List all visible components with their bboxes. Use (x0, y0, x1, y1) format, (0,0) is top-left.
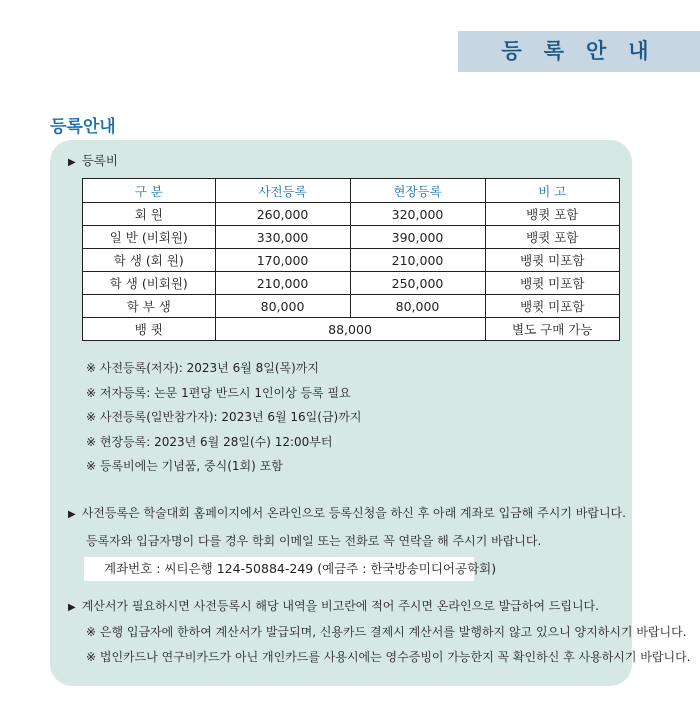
invoice-instructions (68, 594, 690, 670)
triangle-bullet-icon: ▶ (68, 602, 76, 613)
fee-heading-label: 등록비 (81, 153, 118, 168)
pre-fee-cell: 260,000 (215, 203, 350, 226)
note-line: ※ 은행 입금자에 한하여 계산서가 발급되며, 신용카드 결제시 계산서를 발행하지 않고 있으니 양지하시기 바랍니다. (86, 625, 687, 639)
onsite-fee-cell: 320,000 (350, 203, 485, 226)
category-cell: 뱅 큇 (83, 318, 216, 341)
instruction-line: 등록자와 입금자명이 다를 경우 학회 이메일 또는 전화로 꼭 연락을 해 주시기 바랍니다. (86, 534, 542, 548)
onsite-fee-cell: 80,000 (350, 295, 485, 318)
instruction-line: 계산서가 필요하시면 사전등록시 해당 내역을 비고란에 적어 주시면 온라인으로 발급하여 드립니다. (81, 599, 599, 613)
onsite-fee-cell: 250,000 (350, 272, 485, 295)
table-row (83, 203, 620, 226)
triangle-bullet-icon: ▶ (68, 509, 76, 520)
category-cell: 학 생 (회 원) (83, 249, 216, 272)
table-row (83, 249, 620, 272)
fee-heading (68, 151, 118, 169)
header-title: 등록안내 (501, 39, 671, 63)
onsite-fee-cell: 210,000 (350, 249, 485, 272)
note-line: ※ 사전등록(저자): 2023년 6월 8일(목)까지 (86, 361, 319, 375)
note-cell: 뱅큇 미포함 (485, 295, 620, 318)
table-row (83, 295, 620, 318)
note-line: ※ 저자등록: 논문 1편당 반드시 1인이상 등록 필요 (86, 385, 351, 400)
pre-fee-cell: 210,000 (215, 272, 350, 295)
column-header: 사전등록 (215, 179, 350, 203)
instruction-line: 사전등록은 학술대회 홈페이지에서 온라인으로 등록신청을 하신 후 아래 계좌로 입금해 주시기 바랍니다. (81, 506, 626, 520)
note-line: ※ 법인카드나 연구비카드가 아닌 개인카드를 사용시에는 영수증빙이 가능한지 꼭 확인하신 후 사용하시기 바랍니다. (86, 650, 691, 664)
note-cell: 뱅큇 미포함 (485, 249, 620, 272)
note-cell: 별도 구매 가능 (485, 318, 620, 341)
section-title: 등록안내 (50, 117, 116, 137)
pre-fee-cell: 170,000 (215, 249, 350, 272)
table-row (83, 226, 620, 249)
onsite-fee-cell: 390,000 (350, 226, 485, 249)
note-line: ※ 등록비에는 기념품, 중식(1회) 포함 (86, 459, 283, 473)
category-cell: 회 원 (83, 203, 216, 226)
note-line: ※ 현장등록: 2023년 6월 28일(수) 12:00부터 (86, 434, 333, 449)
fee-notes (86, 356, 361, 479)
note-cell: 뱅큇 미포함 (485, 272, 620, 295)
column-header: 현장등록 (350, 179, 485, 203)
pre-fee-cell: 330,000 (215, 226, 350, 249)
fee-table (82, 178, 620, 341)
category-cell: 학 부 생 (83, 295, 216, 318)
note-line: ※ 사전등록(일반참가자): 2023년 6월 16일(금)까지 (86, 410, 362, 424)
note-cell: 뱅큇 포함 (485, 203, 620, 226)
bank-account-box: 계좌번호 : 씨티은행 124-50884-249 (예금주 : 한국방송미디어공학회) (84, 557, 474, 581)
banquet-row (83, 318, 620, 341)
header-band (458, 31, 700, 72)
pre-fee-cell: 80,000 (215, 295, 350, 318)
column-header: 비 고 (485, 179, 620, 203)
table-header-row (83, 179, 620, 203)
note-cell: 뱅큇 포함 (485, 226, 620, 249)
triangle-bullet-icon: ▶ (68, 157, 76, 168)
banquet-price-cell: 88,000 (215, 318, 485, 341)
category-cell: 학 생 (비회원) (83, 272, 216, 295)
column-header: 구 분 (83, 179, 216, 203)
registration-instructions (68, 500, 626, 554)
category-cell: 일 반 (비회원) (83, 226, 216, 249)
table-row (83, 272, 620, 295)
